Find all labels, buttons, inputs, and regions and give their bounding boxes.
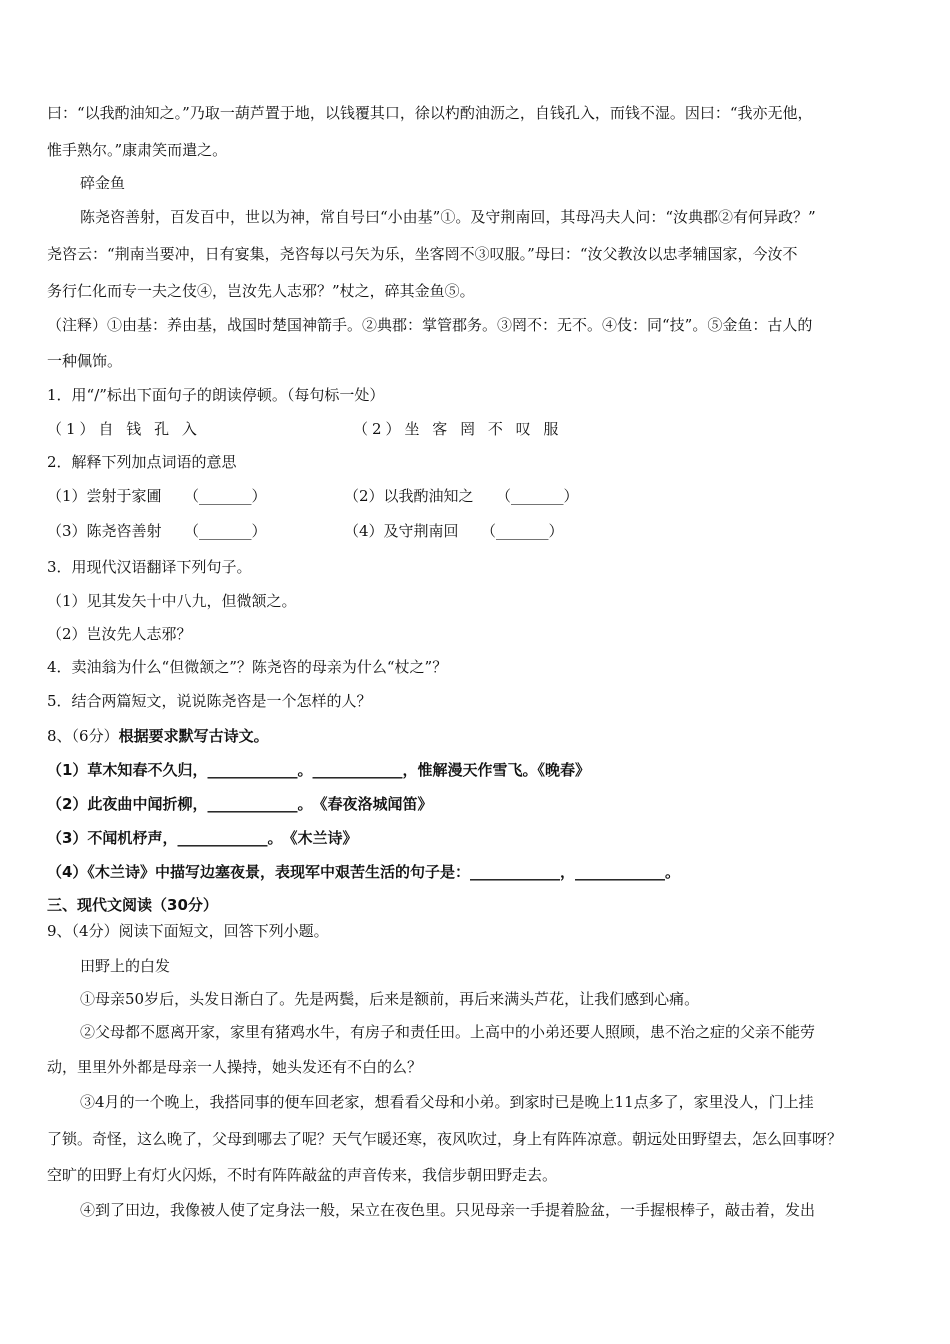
question-2-1: （1）尝射于家圃 （_______） <box>47 487 267 505</box>
question-2-2: （2）以我酌油知之 （_______） <box>344 487 579 505</box>
question-8-item-4: （4）《木兰诗》中描写边塞夜景，表现军中艰苦生活的句子是：____________，____________。 <box>47 863 680 881</box>
question-2: 2．解释下列加点词语的意思 <box>47 453 237 471</box>
question-4: 4．卖油翁为什么“但微颔之”？陈尧咨的母亲为什么“杖之”？ <box>47 658 448 676</box>
passage2-title: 碎金鱼 <box>80 174 126 192</box>
question-3-1: （1）见其发矢十中八九，但微颔之。 <box>47 592 297 610</box>
passage2-line-1: 陈尧咨善射，百发百中，世以为神，常自号曰“小由基”①。及守荆南回，其母冯夫人问：“汝典郡②有何异政？” <box>80 208 816 226</box>
essay-title: 田野上的白发 <box>80 957 171 975</box>
passage1-line-2: 惟手熟尔。”康肃笑而遣之。 <box>47 141 228 159</box>
question-1-a: （1）自 钱 孔 入 <box>47 420 201 438</box>
notes-line-1: （注释）①由基：养由基，战国时楚国神箭手。②典郡：掌管郡务。③罔不：无不。④伎：同“技”。⑤金鱼：古人的 <box>47 316 813 334</box>
question-8-number: 8、（6分） <box>47 727 119 745</box>
question-8-item-2: （2）此夜曲中闻折柳，____________。 《春夜洛城闻笛》 <box>47 795 433 813</box>
essay-line-1: ①母亲50岁后，头发日渐白了。先是两鬓，后来是额前，再后来满头芦花，让我们感到心痛。 <box>80 990 700 1008</box>
notes-line-2: 一种佩饰。 <box>47 352 123 370</box>
essay-line-7: ④到了田边，我像被人使了定身法一般，呆立在夜色里。只见母亲一手提着脸盆，一手握根棒子，敲击着，发出 <box>80 1201 816 1219</box>
essay-line-3: 动，里里外外都是母亲一人操持，她头发还有不白的么？ <box>47 1058 423 1076</box>
section-3-heading: 三、现代文阅读（30分） <box>47 896 218 914</box>
passage2-line-3: 务行仁化而专一夫之伎④，岂汝先人志邪？”杖之，碎其金鱼⑤。 <box>47 282 475 300</box>
question-8-item-1: （1）草木知春不久归，____________。____________，惟解漫天作雪飞。《晚春》 <box>47 761 590 779</box>
question-8-text: 根据要求默写古诗文。 <box>118 727 269 745</box>
question-9: 9、（4分）阅读下面短文，回答下列小题。 <box>47 922 329 940</box>
question-3-2: （2）岂汝先人志邪？ <box>47 625 192 643</box>
essay-line-2: ②父母都不愿离开家，家里有猪鸡水牛，有房子和责任田。上高中的小弟还要人照顾，患不治之症的父亲不能劳 <box>80 1023 816 1041</box>
passage2-line-2: 尧咨云：“荆南当要冲，日有宴集，尧咨每以弓矢为乐，坐客罔不③叹服。”母曰：“汝父教汝以忠孝辅国家，今汝不 <box>47 245 798 263</box>
essay-line-5: 了锁。奇怪，这么晚了，父母到哪去了呢？天气乍暖还寒，夜风吹过，身上有阵阵凉意。朝远处田野望去，怎么回事呀？ <box>47 1130 843 1148</box>
question-2-4: （4）及守荆南回 （_______） <box>344 522 564 540</box>
question-2-3: （3）陈尧咨善射 （_______） <box>47 522 267 540</box>
question-8-item-3: （3）不闻机杼声，____________。 《木兰诗》 <box>47 829 358 847</box>
passage1-line-1: 曰：“以我酌油知之。”乃取一葫芦置于地，以钱覆其口，徐以杓酌油沥之，自钱孔入，而钱不湿。因曰：“我亦无他， <box>47 104 813 122</box>
question-8-heading <box>47 726 269 746</box>
question-1-b: （2）坐 客 罔 不 叹 服 <box>353 420 563 438</box>
question-1: 1．用“/”标出下面句子的朗读停顿。（每句标一处） <box>47 386 385 404</box>
question-5: 5．结合两篇短文，说说陈尧咨是一个怎样的人？ <box>47 692 372 710</box>
question-3: 3．用现代汉语翻译下列句子。 <box>47 558 252 576</box>
essay-line-4: ③4月的一个晚上，我搭同事的便车回老家，想看看父母和小弟。到家时已是晚上11点多了，家里没人，门上挂 <box>80 1093 814 1111</box>
essay-line-6: 空旷的田野上有灯火闪烁，不时有阵阵敲盆的声音传来，我信步朝田野走去。 <box>47 1166 558 1184</box>
